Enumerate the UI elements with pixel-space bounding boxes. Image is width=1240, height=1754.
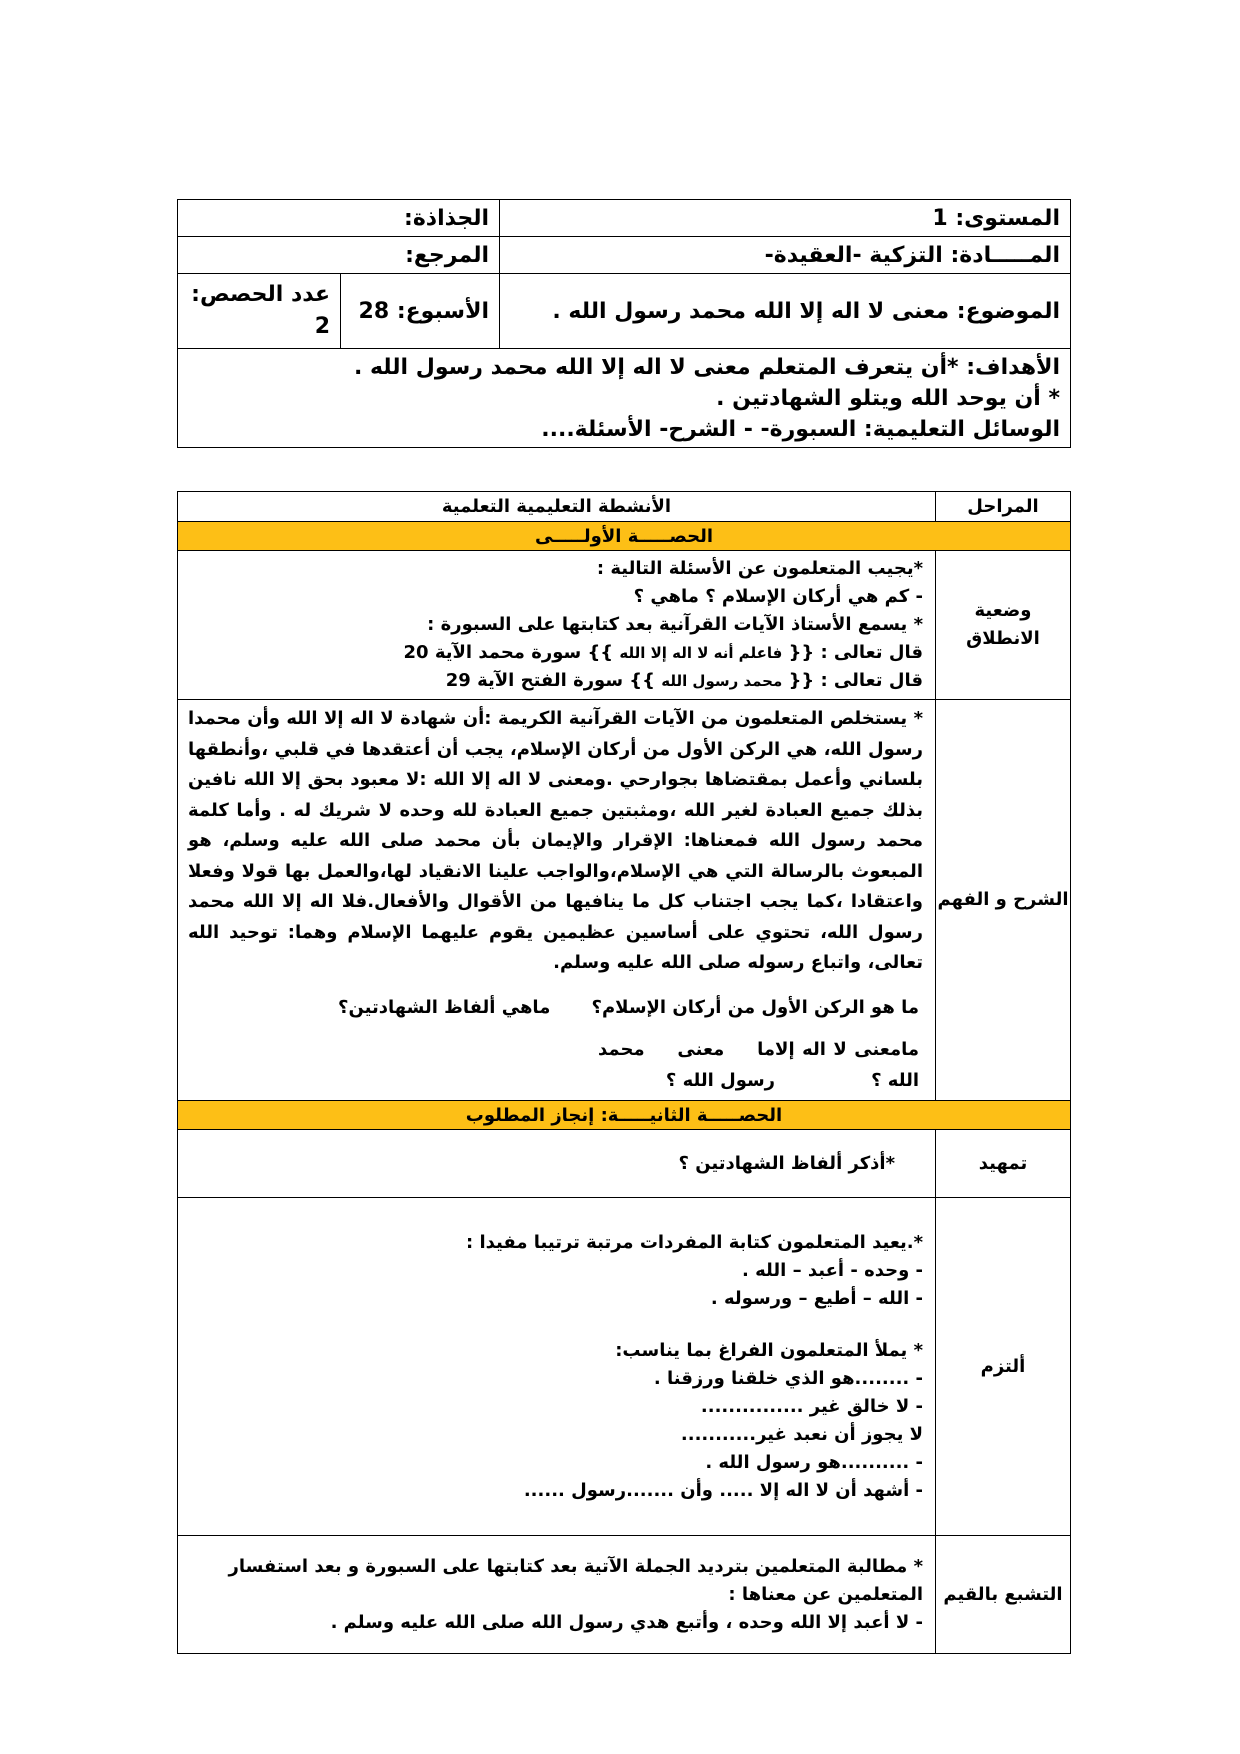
commit-line-6: - لا خالق غير ............... [700, 1395, 923, 1417]
start-line-5a: قال تعالى : {{ [788, 670, 923, 691]
start-line-4b: فاعلم أنه لا اله إلا الله [619, 644, 783, 662]
week: الأسبوع: 28 [341, 274, 500, 349]
reference: المرجع: [178, 237, 500, 274]
school: الجذاذة: [178, 200, 500, 237]
question-1: ما هو الركن الأول من أركان الإسلام؟ [591, 996, 919, 1018]
col-stages-header: المراحل [936, 492, 1071, 522]
explain-paragraph: * يستخلص المتعلمون من الآيات القرآنية الكريمة :أن شهادة لا اله إلا الله وأن محمدا رسول الله، هي الركن الأول من أركان الإسلام، يجب أن أعتقدها في قلبي ،وأنطقها بلساني وأعمل بمقتضاها بجوارحي .ومعنى لا اله إلا الله :لا معبود بحق إلا الله نافين بذلك جميع العبادة لغير الله ،ومثبتين جميع العبادة لله وحده لا شريك له . وأما كلمة محمد رسول الله فمعناها: الإقرار والإيمان بأن محمد صلى الله عليه وسلم، هو المبعوث بالرسالة التي هي الإسلام،والواجب علينا الانقياد لها،والعمل بها قولا وفعلا واعتقادا ،كما يجب اجتناب كل ما ينافيها من الأقوال والأفعال.فلا اله إلا الله محمد رسول الله، تحتوي على أساسين عظيمين يقوم عليهما الإسلام وهما: توحيد الله تعالى، واتباع رسوله صلى الله عليه وسلم. [188, 708, 923, 973]
start-line-4a: قال تعالى : {{ [788, 642, 923, 663]
question-3: مامعنى لا اله إلا الله ؟ [775, 1039, 919, 1091]
goals-1: الأهداف: *أن يتعرف المتعلم معنى لا اله إلا الله محمد رسول الله . [353, 354, 1060, 380]
start-line-5 [188, 667, 923, 695]
explain-content [178, 700, 936, 1101]
commit-line-1: *.يعيد المتعلمون كتابة المفردات مرتبة ترتيبا مفيدا : [466, 1231, 923, 1253]
commit-line-8: - ..........هو رسول الله . [705, 1451, 923, 1473]
topic: الموضوع: معنى لا اله إلا الله محمد رسول الله . [500, 274, 1071, 349]
stage-values: التشبع بالقيم [936, 1536, 1071, 1654]
values-line-2: - لا أعبد إلا الله وحده ، وأتبع هدي رسول الله صلى الله عليه وسلم . [330, 1611, 923, 1633]
commit-content [178, 1198, 936, 1536]
session-1-band: الحصـــــة الأولـــــى [178, 522, 1071, 551]
values-content [178, 1536, 936, 1654]
commit-line-3: - الله – أطيع – ورسوله . [710, 1287, 923, 1309]
explain-questions-row-1 [188, 993, 923, 1024]
start-line-1: *يجيب المتعلمون عن الأسئلة التالية : [596, 558, 923, 579]
start-line-5b: محمد رسول الله [661, 672, 783, 690]
stage-intro: تمهيد [936, 1130, 1071, 1198]
start-line-2: - كم هي أركان الإسلام ؟ ماهي ؟ [633, 586, 923, 607]
start-line-4 [188, 639, 923, 667]
intro-content: *أذكر ألفاظ الشهادتين ؟ [178, 1130, 936, 1198]
question-2: ماهي ألفاظ الشهادتين؟ [338, 996, 551, 1018]
level: المستوى: 1 [500, 200, 1071, 237]
explain-questions-row-2 [188, 1035, 923, 1096]
stage-start: وضعية الانطلاق [936, 551, 1071, 700]
sessions: عدد الحصص: 2 [178, 274, 341, 349]
stage-explain: الشرح و الفهم [936, 700, 1071, 1101]
commit-line-7: لا يجوز أن نعبد غير........... [680, 1423, 923, 1445]
activities-table [177, 491, 1071, 1654]
header-table [177, 199, 1071, 448]
goals-block [178, 349, 1071, 448]
commit-spacer [188, 1313, 923, 1337]
start-line-3: * يسمع الأستاذ الآيات القرآنية بعد كتابتها على السبورة : [427, 614, 923, 635]
subject: المـــــادة: التزكية -العقيدة- [500, 237, 1071, 274]
start-line-4c: }} سورة محمد الآية 20 [403, 642, 614, 663]
commit-line-2: - وحده - أعبد – الله . [742, 1259, 923, 1281]
commit-line-5: - ........هو الذي خلقنا ورزقنا . [653, 1367, 923, 1389]
start-content [178, 551, 936, 700]
stage-commit: ألتزم [936, 1198, 1071, 1536]
values-line-1: * مطالبة المتعلمين بترديد الجملة الآتية بعد كتابتها على السبورة و بعد استفسار المتعلمين عن معناها : [228, 1555, 923, 1605]
col-activities-header: الأنشطة التعليمية التعلمية [178, 492, 936, 522]
start-line-5c: }} سورة الفتح الآية 29 [445, 670, 655, 691]
commit-line-9: - أشهد أن لا اله إلا ..... وأن .......رسول ...... [523, 1479, 923, 1501]
goals-2: * أن يوحد الله ويتلو الشهادتين . [716, 385, 1060, 411]
session-2-band: الحصـــــة الثانيـــــة: إنجاز المطلوب [178, 1101, 1071, 1130]
teaching-means: الوسائل التعليمية: السبورة- - الشرح- الأسئلة.... [541, 416, 1060, 442]
commit-line-4: * يملأ المتعلمون الفراغ بما يناسب: [615, 1339, 923, 1361]
question-4: ما معنى محمد رسول الله ؟ [598, 1039, 776, 1091]
